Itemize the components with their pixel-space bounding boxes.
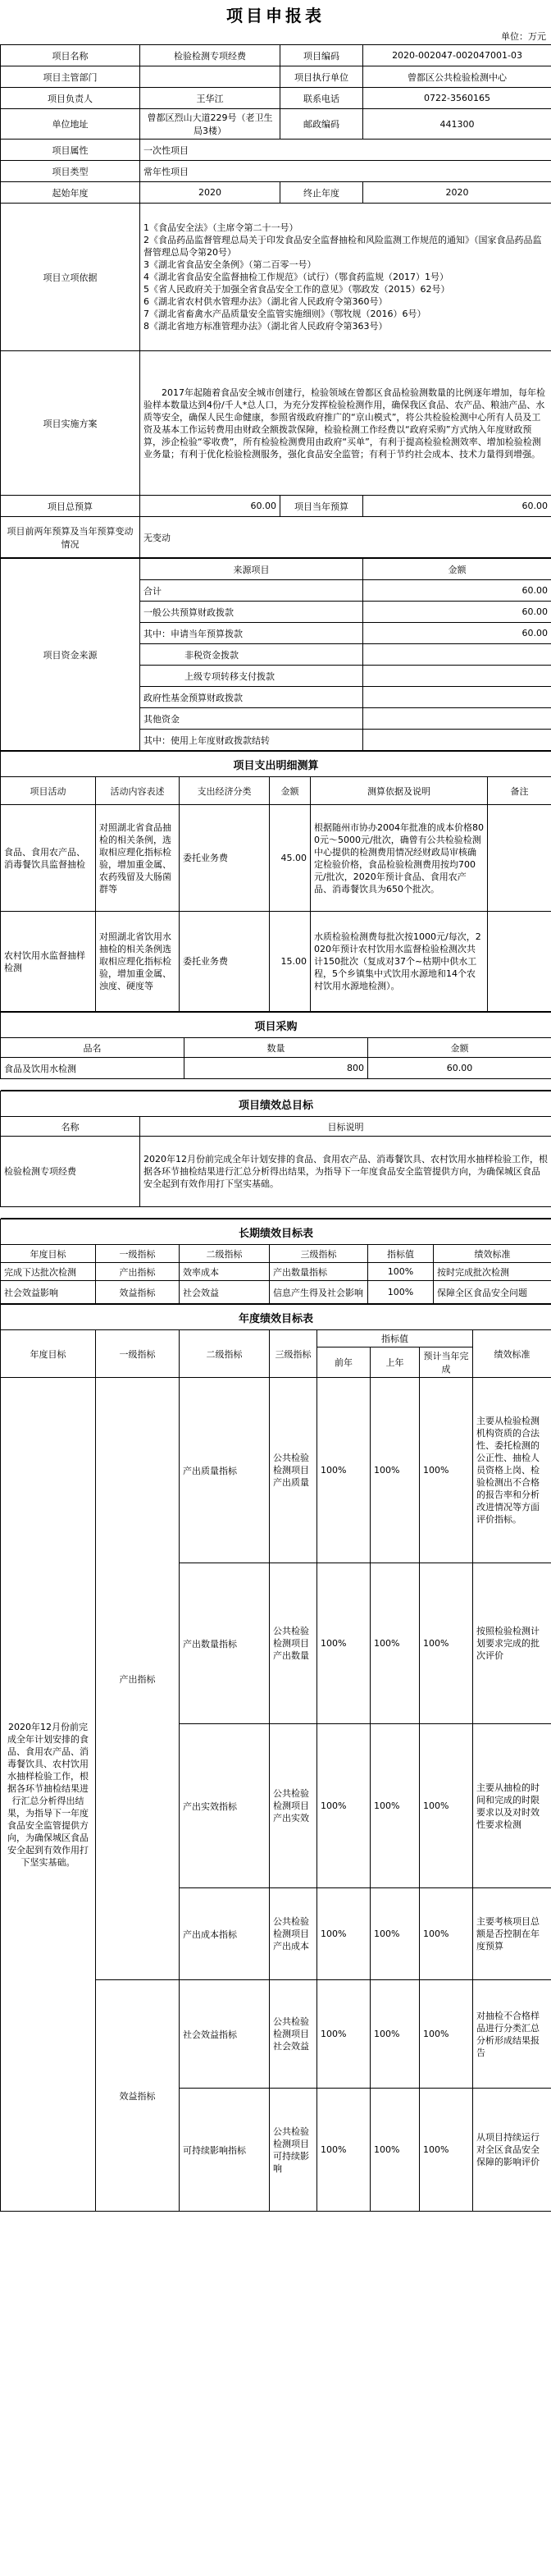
basis-label: 项目立项依据 <box>1 204 140 351</box>
lt-header: 二级指标 <box>180 1245 270 1263</box>
an-l2: 产出质量指标 <box>180 1378 270 1563</box>
lt-value: 100% <box>368 1263 434 1281</box>
an-last: 100% <box>371 2089 420 2212</box>
exp-header: 项目活动 <box>1 777 96 805</box>
annual-title: 年度绩效目标表 <box>1 1305 551 1330</box>
an-curr: 100% <box>420 1563 473 1724</box>
an-l3: 公共检验检测项目产出数量 <box>270 1563 317 1724</box>
an-l2: 产出成本指标 <box>180 1888 270 1980</box>
an-curr: 100% <box>420 1980 473 2089</box>
proc-name: 食品及饮用水检测 <box>1 1058 184 1079</box>
exp-header: 备注 <box>488 777 551 805</box>
perf-header: 名称 <box>1 1117 140 1137</box>
lt-header: 年度目标 <box>1 1245 96 1263</box>
an-l3: 公共检验检测项目社会效益 <box>270 1980 317 2089</box>
lt-header: 三级指标 <box>270 1245 368 1263</box>
end-label: 终止年度 <box>280 182 363 204</box>
exp-basis: 根据随州市协办2004年批准的成本价格800元～5000元/批次，确曾有公共检验检测中心提供的检测费用情况经财政局审核确定检验价格，食品检验检测费用按均700元/批次，2020年预计食品、食用农产品、消毒餐饮具为650个批次。 <box>311 805 488 912</box>
lt-header: 绩效标准 <box>434 1245 551 1263</box>
exp-category: 委托业务费 <box>180 912 270 1012</box>
funding-row-name: 非税资金拨款 <box>140 644 363 666</box>
proc-header: 金额 <box>368 1038 551 1058</box>
an-header-prev: 前年 <box>317 1347 371 1378</box>
spacer <box>1 1207 551 1219</box>
exp-header: 测算依据及说明 <box>311 777 488 805</box>
dept-label: 项目主管部门 <box>1 66 140 88</box>
an-header-l1: 一级指标 <box>96 1330 180 1378</box>
funding-row-amount: 60.00 <box>363 580 551 602</box>
funding-row-amount <box>363 644 551 666</box>
funding-label: 项目资金来源 <box>1 559 140 751</box>
an-last: 100% <box>371 1980 420 2089</box>
funding-row-name: 政府性基金预算财政拨款 <box>140 687 363 708</box>
an-curr: 100% <box>420 1888 473 1980</box>
expenditure-table <box>0 751 551 1012</box>
an-header-last: 上年 <box>371 1347 420 1378</box>
project-name-value: 检验检测专项经费 <box>140 45 280 66</box>
an-std: 从项目持续运行对全区食品安全保障的影响评价 <box>473 2089 551 2212</box>
exp-header: 支出经济分类 <box>180 777 270 805</box>
funding-row-amount <box>363 666 551 687</box>
current-label: 项目当年预算 <box>280 496 363 517</box>
basis-value: 1《食品安全法》（主席令第二十一号） 2《食品药品监督管理总局关于印发食品安全监督抽检和风险监测工作规范的通知》（国家食品药品监督管理总局令第20号） 3《湖北省食品安全条例》（第二百零一号） 4《湖北省食品安全监督抽检工作规范》（试行）（鄂食药监规（2017）1号） 5《省人民政府关于加强全省食品安全工作的意见》（鄂政发（2015）62号） 6《湖北省农村供水管理办法》（湖北省人民政府令第360号） 7《湖北省畜禽水产品质量安全监管实施细则》（鄂牧规（2016）6号） 8《湖北省地方标准管理办法》（湖北省人民政府令第363号） <box>140 204 551 351</box>
leader-label: 项目负责人 <box>1 88 140 109</box>
perf-header: 目标说明 <box>140 1117 551 1137</box>
an-output-label: 产出指标 <box>96 1378 180 1980</box>
funding-row-name: 其他资金 <box>140 708 363 730</box>
lt-goal: 完成下达批次检测 <box>1 1263 96 1281</box>
basic-info-table <box>0 44 551 558</box>
leader-value: 王华江 <box>140 88 280 109</box>
total-value: 60.00 <box>140 496 280 517</box>
an-l3: 公共检验检测项目产出质量 <box>270 1378 317 1563</box>
exp-note <box>488 912 551 1012</box>
document-title: 项目申报表 <box>226 6 325 25</box>
long-term-title: 长期绩效目标表 <box>1 1219 551 1245</box>
an-curr: 100% <box>420 2089 473 2212</box>
an-last: 100% <box>371 1563 420 1724</box>
zip-label: 邮政编码 <box>280 109 363 140</box>
funding-row-name: 上级专项转移支付拨款 <box>140 666 363 687</box>
long-term-table <box>0 1219 551 1304</box>
lt-l1: 效益指标 <box>96 1281 180 1304</box>
lt-value: 100% <box>368 1281 434 1304</box>
an-l2: 产出数量指标 <box>180 1563 270 1724</box>
current-value: 60.00 <box>363 496 551 517</box>
funding-row-amount <box>363 687 551 708</box>
funding-row-name: 合计 <box>140 580 363 602</box>
exp-header: 活动内容表述 <box>96 777 180 805</box>
an-std: 主要考核项目总额是否控制在年度预算 <box>473 1888 551 1980</box>
an-last: 100% <box>371 1724 420 1888</box>
an-std: 主要从抽检的时间和完成的时限要求以及对时效性要求检测 <box>473 1724 551 1888</box>
plan-label: 项目实施方案 <box>1 351 140 496</box>
an-prev: 100% <box>317 1888 371 1980</box>
exp-activity: 农村饮用水监督抽样检测 <box>1 912 96 1012</box>
an-last: 100% <box>371 1378 420 1563</box>
project-name-label: 项目名称 <box>1 45 140 66</box>
lt-l3: 信息产生得及社会影响 <box>270 1281 368 1304</box>
type-label: 项目类型 <box>1 161 140 182</box>
an-prev: 100% <box>317 1378 371 1563</box>
funding-table <box>0 558 551 751</box>
funding-row-amount: 60.00 <box>363 602 551 623</box>
expenditure-title: 项目支出明细测算 <box>1 752 551 777</box>
perf-goal-title: 项目绩效总目标 <box>1 1091 551 1117</box>
lt-std: 保障全区食品安全问题 <box>434 1281 551 1304</box>
spacer <box>1 1079 551 1091</box>
an-benefit-label: 效益指标 <box>96 1980 180 2212</box>
type-value: 常年性项目 <box>140 161 551 182</box>
unit-label: 单位：万元 <box>501 31 546 42</box>
exp-amount: 15.00 <box>270 912 311 1012</box>
zip-value: 441300 <box>363 109 551 140</box>
an-header-goal: 年度目标 <box>1 1330 96 1378</box>
phone-value: 0722-3560165 <box>363 88 551 109</box>
an-curr: 100% <box>420 1378 473 1563</box>
an-prev: 100% <box>317 1980 371 2089</box>
exp-category: 委托业务费 <box>180 805 270 912</box>
an-prev: 100% <box>317 1724 371 1888</box>
lt-l3: 产出数量指标 <box>270 1263 368 1281</box>
phone-label: 联系电话 <box>280 88 363 109</box>
procurement-title: 项目采购 <box>1 1013 551 1038</box>
an-l3: 公共检验检测项目产出实效 <box>270 1724 317 1888</box>
an-goal: 2020年12月份前完成全年计划安排的食品、食用农产品、消毒餐饮具、农村饮用水抽样检验工作，根据各环节抽检结果进行汇总分析得出结果，为指导下一年度食品安全监管提供方向，为确保城区食品安全起到有效作用打下坚实基础。 <box>1 1378 96 2212</box>
an-std: 按照检验检测计划要求完成的批次评价 <box>473 1563 551 1724</box>
an-prev: 100% <box>317 2089 371 2212</box>
exec-label: 项目执行单位 <box>280 66 363 88</box>
proc-header: 数量 <box>184 1038 368 1058</box>
an-header-curr: 预计当年完成 <box>420 1347 473 1378</box>
funding-row-amount <box>363 730 551 751</box>
end-value: 2020 <box>363 182 551 204</box>
perf-goal-desc: 2020年12月份前完成全年计划安排的食品、食用农产品、消毒餐饮具、农村饮用水抽样检验工作，根据各环节抽检结果进行汇总分析得出结果，为指导下一年度食品安全监管提供方向，为确保城区食品安全起到有效作用打下坚实基础。 <box>140 1137 551 1207</box>
exp-content: 对照湖北省食品抽检的相关条例，选取相应理化指标检验，增加重金属、农药残留及大肠菌群等 <box>96 805 180 912</box>
plan-value: 2017年起随着食品安全城市创建行，检验领域在曾都区食品检验测数量的比例逐年增加，每年检验样本数量达到4份/千人*总人口，为充分发挥检验检测作用，确保我区食品、农产品、粮油产品、水质等安全，确保人民生命健康，参照省级政府推广的“京山模式”，将公共检验检测中心所有人员及工资及基本工作运转费用由财政全额拨款保障，检验检测工作经费以“政府采购”方式纳入年度财政预算，涉企检验“零收费”，所有检验检测费用由政府“买单”，有利于提高检验检测效率、增加检验检测业务量；有利于优化检验检测服务，强化食品安全监管；有利于节约社会成本、技术力量得到增强。 <box>140 351 551 496</box>
exp-basis: 水质检验检测费每批次按1000元/每次，2020年预计农村饮用水监督检验检测次共计150批次（复成对37个~枯期中供水工程，5个乡镇集中式饮用水源地和14个农村饮用水源地检测）。 <box>311 912 488 1012</box>
funding-row-amount <box>363 708 551 730</box>
exp-content: 对照湖北省饮用水抽检的相关条例选取相应理化指标检验，增加重金属、浊度、硬度等 <box>96 912 180 1012</box>
funding-row-name: 一般公共预算财政拨款 <box>140 602 363 623</box>
dept-value <box>140 66 280 88</box>
lt-l2: 社会效益 <box>180 1281 270 1304</box>
funding-row-amount: 60.00 <box>363 623 551 644</box>
an-l2: 产出实效指标 <box>180 1724 270 1888</box>
total-label: 项目总预算 <box>1 496 140 517</box>
funding-head-amount: 金额 <box>363 559 551 580</box>
project-code-value: 2020-002047-002047001-03 <box>363 45 551 66</box>
funding-row-name: 其中：使用上年度财政拨款结转 <box>140 730 363 751</box>
exp-amount: 45.00 <box>270 805 311 912</box>
an-header-val: 指标值 <box>317 1330 473 1347</box>
lt-goal: 社会效益影响 <box>1 1281 96 1304</box>
address-label: 单位地址 <box>1 109 140 140</box>
proc-amount: 60.00 <box>368 1058 551 1079</box>
funding-row-name: 其中：申请当年预算拨款 <box>140 623 363 644</box>
lt-header: 一级指标 <box>96 1245 180 1263</box>
lt-l1: 产出指标 <box>96 1263 180 1281</box>
an-prev: 100% <box>317 1563 371 1724</box>
exp-header: 金额 <box>270 777 311 805</box>
proc-qty: 800 <box>184 1058 368 1079</box>
lt-std: 按时完成批次检测 <box>434 1263 551 1281</box>
exp-activity: 食品、食用农产品、消毒餐饮具监督抽检 <box>1 805 96 912</box>
an-l3: 公共检验检测项目产出成本 <box>270 1888 317 1980</box>
start-value: 2020 <box>140 182 280 204</box>
change-value: 无变动 <box>140 517 551 558</box>
lt-header: 指标值 <box>368 1245 434 1263</box>
an-std: 主要从检验检测机构资质的合法性、委托检测的公正性、抽检人员资格上岗、检验检测出不合格的报告率和分析改进情况等方面评价指标。 <box>473 1378 551 1563</box>
change-label: 项目前两年预算及当年预算变动情况 <box>1 517 140 558</box>
attr-value: 一次性项目 <box>140 140 551 161</box>
an-curr: 100% <box>420 1724 473 1888</box>
exp-note <box>488 805 551 912</box>
an-header-std: 绩效标准 <box>473 1330 551 1378</box>
an-header-l3: 三级指标 <box>270 1330 317 1378</box>
proc-header: 品名 <box>1 1038 184 1058</box>
an-last: 100% <box>371 1888 420 1980</box>
an-l2: 社会效益指标 <box>180 1980 270 2089</box>
project-code-label: 项目编码 <box>280 45 363 66</box>
an-std: 对抽检不合格样品进行分类汇总分析形成结果报告 <box>473 1980 551 2089</box>
attr-label: 项目属性 <box>1 140 140 161</box>
annual-table <box>0 1304 551 2212</box>
an-header-l2: 二级指标 <box>180 1330 270 1378</box>
an-l3: 公共检验检测项目可持续影响 <box>270 2089 317 2212</box>
lt-l2: 效率成本 <box>180 1263 270 1281</box>
funding-head-item: 来源项目 <box>140 559 363 580</box>
exec-value: 曾都区公共检验检测中心 <box>363 66 551 88</box>
perf-goal-name: 检验检测专项经费 <box>1 1137 140 1207</box>
procurement-table <box>0 1012 551 1091</box>
an-l2: 可持续影响指标 <box>180 2089 270 2212</box>
perf-goal-table <box>0 1091 551 1219</box>
start-label: 起始年度 <box>1 182 140 204</box>
address-value: 曾都区烈山大道229号（老卫生局3楼） <box>140 109 280 140</box>
